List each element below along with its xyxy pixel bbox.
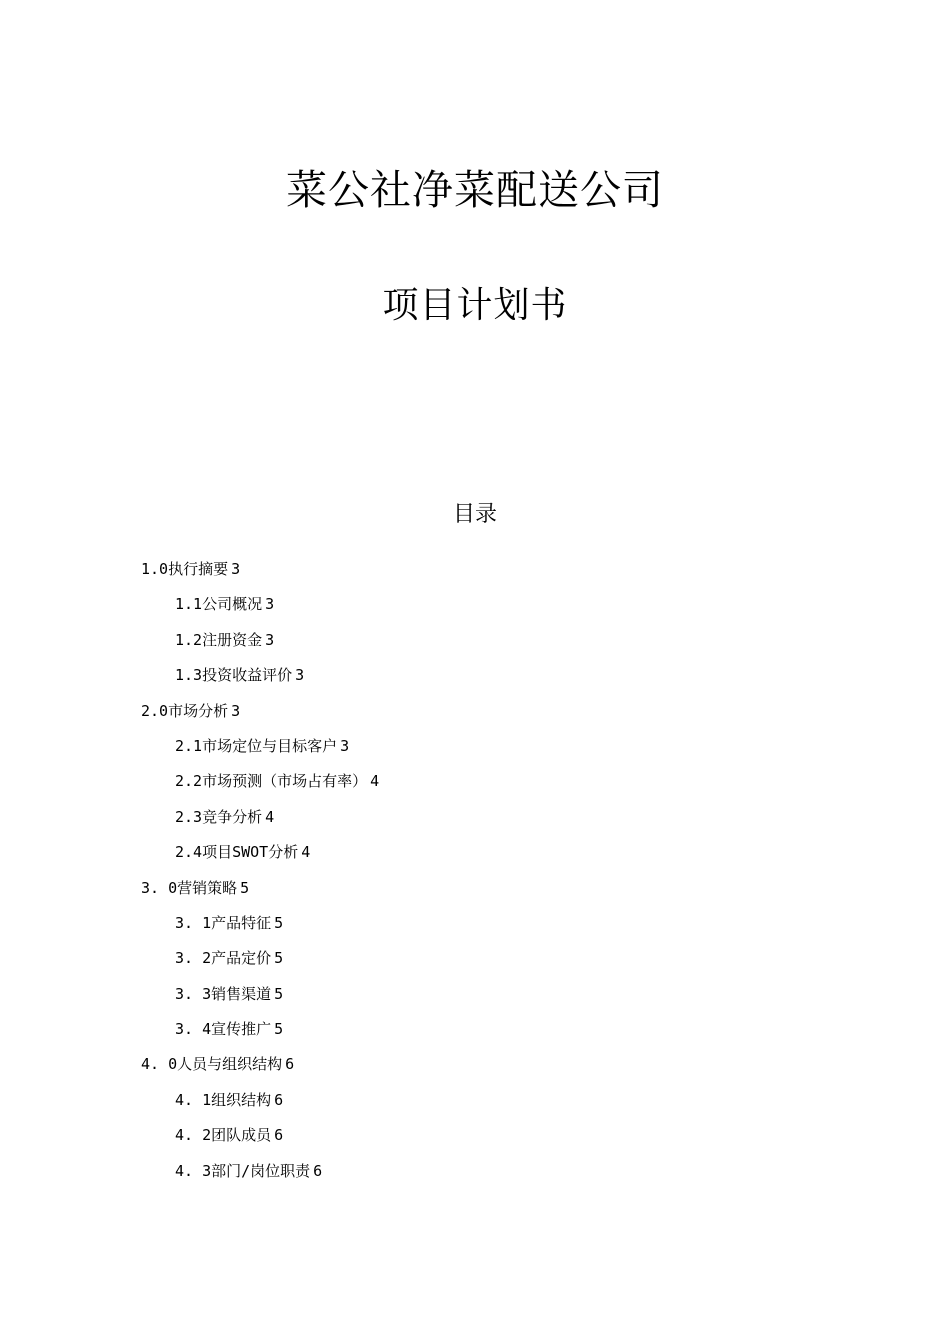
toc-entry-page: 6 xyxy=(285,1055,295,1074)
toc-entry-page: 3 xyxy=(265,595,275,614)
toc-entry[interactable] xyxy=(0,1087,950,1122)
toc-entry[interactable] xyxy=(0,698,950,733)
toc-entry-label: 2.1市场定位与目标客户 xyxy=(175,736,338,755)
toc-entry-label: 1.2注册资金 xyxy=(175,630,263,649)
toc-entry-label: 1.1公司概况 xyxy=(175,595,263,614)
document-title: 菜公社净菜配送公司 xyxy=(286,166,664,214)
toc-entry-label: 3. 3销售渠道 xyxy=(175,984,272,1003)
toc-entry[interactable] xyxy=(0,556,950,591)
toc-entry-page: 6 xyxy=(274,1126,284,1145)
toc-entry-page: 4 xyxy=(265,807,275,826)
toc-entry-page: 6 xyxy=(274,1090,284,1109)
toc-entry-page: 3 xyxy=(231,701,241,720)
toc-entry-label: 2.3竞争分析 xyxy=(175,807,263,826)
toc-entry[interactable] xyxy=(0,839,950,874)
toc-entry-page: 5 xyxy=(240,878,250,897)
toc-entry-label: 1.3投资收益评价 xyxy=(175,666,293,685)
toc-entry-page: 6 xyxy=(313,1161,323,1180)
toc-entry-page: 3 xyxy=(340,736,350,755)
toc-entry-label: 4. 1组织结构 xyxy=(175,1090,272,1109)
toc-entry[interactable] xyxy=(0,875,950,910)
toc-entry[interactable] xyxy=(0,768,950,803)
toc-entry-label: 2.2市场预测（市场占有率） xyxy=(175,772,368,791)
toc-entry-page: 5 xyxy=(274,984,284,1003)
toc-entry-label: 3. 0营销策略 xyxy=(141,878,238,897)
toc-entry-page: 3 xyxy=(295,666,305,685)
toc-entry[interactable] xyxy=(0,733,950,768)
toc-entry[interactable] xyxy=(0,945,950,980)
toc-entry[interactable] xyxy=(0,591,950,626)
toc-entry-label: 3. 2产品定价 xyxy=(175,949,272,968)
toc-entry[interactable] xyxy=(0,627,950,662)
toc-entry[interactable] xyxy=(0,1051,950,1086)
toc-entry[interactable] xyxy=(0,1158,950,1193)
toc-entry[interactable] xyxy=(0,981,950,1016)
toc-entry-label: 3. 1产品特征 xyxy=(175,913,272,932)
toc-entry-page: 4 xyxy=(301,843,311,862)
toc-entry[interactable] xyxy=(0,1122,950,1157)
toc-entry[interactable] xyxy=(0,910,950,945)
toc-entry-label: 4. 3部门/岗位职责 xyxy=(175,1161,311,1180)
toc-entry-label: 2.0市场分析 xyxy=(141,701,229,720)
toc-entry-label: 2.4项目SWOT分析 xyxy=(175,843,299,862)
toc-entry[interactable] xyxy=(0,1016,950,1051)
table-of-contents xyxy=(0,556,950,1193)
toc-heading: 目录 xyxy=(452,502,497,527)
toc-entry-page: 5 xyxy=(274,1020,284,1039)
document-subtitle: 项目计划书 xyxy=(382,285,568,326)
toc-entry-label: 4. 2团队成员 xyxy=(175,1126,272,1145)
toc-entry-label: 3. 4宣传推广 xyxy=(175,1020,272,1039)
toc-entry[interactable] xyxy=(0,804,950,839)
toc-entry-page: 5 xyxy=(274,913,284,932)
toc-entry-label: 4. 0人员与组织结构 xyxy=(141,1055,283,1074)
toc-entry-page: 5 xyxy=(274,949,284,968)
toc-entry[interactable] xyxy=(0,662,950,697)
toc-entry-page: 3 xyxy=(231,560,241,578)
toc-entry-page: 4 xyxy=(370,772,380,791)
toc-entry-page: 3 xyxy=(265,630,275,649)
toc-entry-label: 1.0执行摘要 xyxy=(141,560,229,578)
